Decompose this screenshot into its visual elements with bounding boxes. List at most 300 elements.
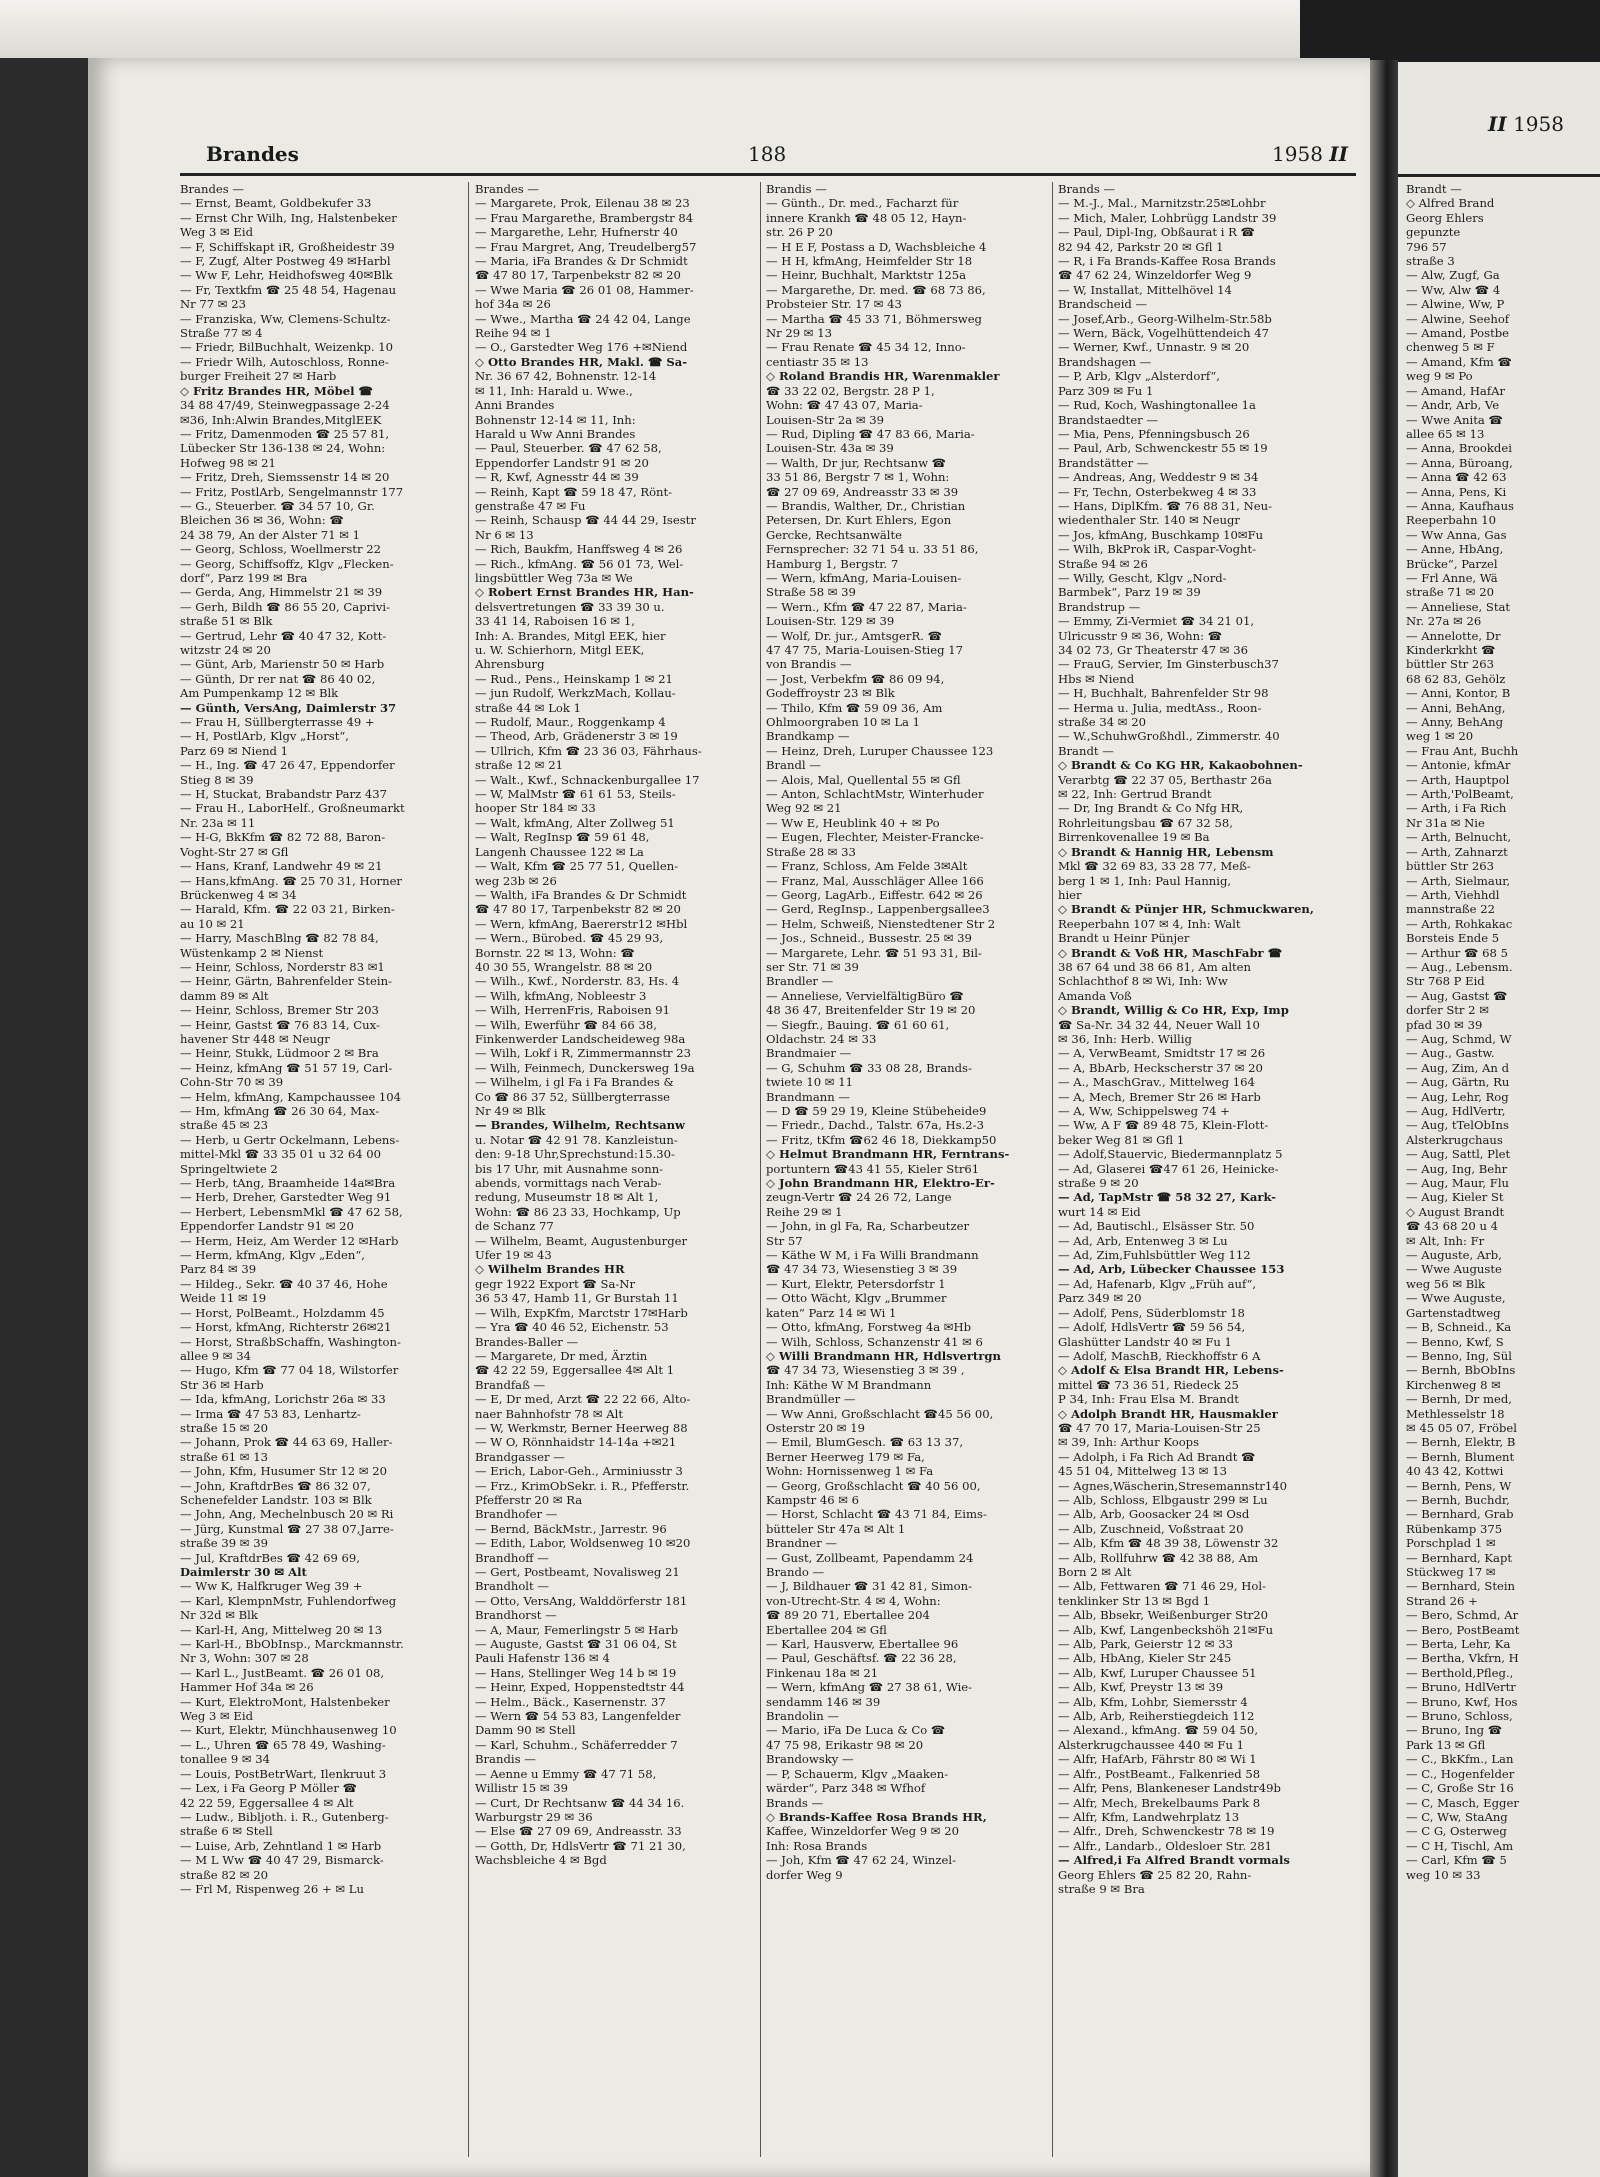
right-col-entry-line: Brücke“, Parzel xyxy=(1406,556,1498,571)
col2-entry-line: Bohnenstr 12-14 ✉ 11, Inh: xyxy=(475,412,636,427)
col3-entry-line: Louisen-Str 2a ✉ 39 xyxy=(766,412,885,427)
col3-entry-line: von Brandis — xyxy=(766,657,852,672)
right-col-entry-line: — Anne, HbAng, xyxy=(1406,542,1504,557)
col4-entry-line: — Adolf, Pens, Süderblomstr 18 xyxy=(1058,1305,1245,1320)
col1-entry-line: — Herm, Heiz, Am Werder 12 ✉Harb xyxy=(180,1233,399,1248)
col1-entry-line: ✉36, Inh:Alwin Brandes,MitglEEK xyxy=(180,412,382,427)
right-col-entry-line: — Aug., Gastw. xyxy=(1406,1046,1495,1061)
col1-entry-line: straße 82 ✉ 20 xyxy=(180,1867,268,1882)
col1-entry-line: straße 51 ✉ Blk xyxy=(180,614,273,629)
col4-entry-line: Brandt u Heinr Pünjer xyxy=(1058,931,1190,946)
col4-entry-line: wurt 14 ✉ Eid xyxy=(1058,1204,1141,1219)
right-col-entry-line: — Wwe Auguste xyxy=(1406,1262,1502,1277)
col2-entry-line: Bornstr. 22 ✉ 13, Wohn: ☎ xyxy=(475,945,635,960)
col4-entry-line: — A, Mech, Bremer Str 26 ✉ Harb xyxy=(1058,1089,1261,1104)
right-col-entry-line: Kinderkrkht ☎ xyxy=(1406,643,1496,657)
col4-entry-line: Birrenkovenallee 19 ✉ Ba xyxy=(1058,830,1210,845)
col4-entry-line: mittel ☎ 73 36 51, Riedeck 25 xyxy=(1058,1377,1239,1392)
right-col-entry-line: weg 10 ✉ 33 xyxy=(1406,1867,1481,1882)
col1-entry-line: — Horst, kfmAng, Richterstr 26✉21 xyxy=(180,1320,392,1335)
right-col-entry-line: — Arth, Belnucht, xyxy=(1406,830,1512,845)
col1-entry-line: — Ernst Chr Wilh, Ing, Halstenbeker xyxy=(180,210,397,225)
col2-entry-line: ◇ Otto Brandes HR, Makl. ☎ Sa- xyxy=(475,354,688,369)
col2-entry-line: Nr 6 ✉ 13 xyxy=(475,527,534,542)
col2-entry-line: naer Bahnhofstr 78 ✉ Alt xyxy=(475,1406,623,1421)
col4-entry-line: — Ad, Arb, Lübecker Chaussee 153 xyxy=(1058,1262,1285,1277)
col3-entry-line: — Karl, Hausverw, Ebertallee 96 xyxy=(766,1637,959,1652)
col4-entry-line: ◇ Brandt & Pünjer HR, Schmuckwaren, xyxy=(1058,902,1314,917)
right-col-entry-line: — Arth, Rohkakac xyxy=(1406,916,1513,931)
col1-entry-line: — Helm, kfmAng, Kampchaussee 104 xyxy=(180,1089,402,1104)
right-col-entry-line: allee 65 ✉ 13 xyxy=(1406,426,1485,441)
col4-entry-line: — Alfred,i Fa Alfred Brandt vormals xyxy=(1058,1853,1290,1868)
col3-entry-line: — Emil, BlumGesch. ☎ 63 13 37, xyxy=(766,1435,964,1450)
col4-entry-line: — W.,SchuhwGroßhdl., Zimmerstr. 40 xyxy=(1058,729,1280,744)
col4-entry-line: — Ad, Bautischl., Elsässer Str. 50 xyxy=(1058,1219,1255,1234)
col4-entry-line: Straße 94 ✉ 26 xyxy=(1058,556,1148,571)
col2-entry-line: — Gert, Postbeamt, Novalisweg 21 xyxy=(475,1565,680,1579)
directory-column-1 xyxy=(180,182,460,2172)
col1-entry-line: ◇ Fritz Brandes HR, Möbel ☎ xyxy=(180,383,373,398)
col2-entry-line: — W, Werkmstr, Berner Heerweg 88 xyxy=(475,1420,688,1435)
col1-entry-line: Wüstenkamp 2 ✉ Nienst xyxy=(180,945,324,960)
col3-entry-line: str. 26 P 20 xyxy=(766,225,833,240)
col1-entry-line: Am Pumpenkamp 12 ✉ Blk xyxy=(180,686,339,701)
col2-entry-line: — Hans, Stellinger Weg 14 b ✉ 19 xyxy=(475,1665,677,1680)
col3-entry-line: — Margarethe, Dr. med. ☎ 68 73 86, xyxy=(766,282,986,297)
col3-entry-line: — Heinz, Dreh, Luruper Chaussee 123 xyxy=(766,743,994,758)
col1-entry-line: straße 39 ✉ 39 xyxy=(180,1536,268,1551)
col1-entry-line: — M L Ww ☎ 40 47 29, Bismarck- xyxy=(180,1853,384,1868)
col4-entry-line: Brands — xyxy=(1058,182,1116,196)
col2-entry-line: — Theod, Arb, Grädenerstr 3 ✉ 19 xyxy=(475,729,678,744)
right-col-entry-line: — Amand, Postbe xyxy=(1406,326,1510,341)
right-col-entry-line: — Aug, Gastst ☎ xyxy=(1406,988,1508,1003)
col2-entry-line: — Wilh, Feinmech, Dunckersweg 19a xyxy=(475,1060,695,1075)
col4-entry-line: — Ad, Glaserei ☎47 61 26, Heinicke- xyxy=(1058,1161,1279,1176)
col4-entry-line: — Emmy, Zi-Vermiet ☎ 34 21 01, xyxy=(1058,614,1255,629)
col3-entry-line: — Wern., Kfm ☎ 47 22 87, Maria- xyxy=(766,599,967,614)
col1-entry-line: — H-G, BkKfm ☎ 82 72 88, Baron- xyxy=(180,830,386,845)
col2-entry-line: — E, Dr med, Arzt ☎ 22 22 66, Alto- xyxy=(475,1392,691,1407)
col4-entry-line: — Alb, Fettwaren ☎ 71 46 29, Hol- xyxy=(1058,1579,1266,1594)
col3-entry-line: — Georg, Großschlacht ☎ 40 56 00, xyxy=(766,1478,981,1493)
col1-entry-line: Parz 84 ✉ 39 xyxy=(180,1262,257,1277)
col4-entry-line: ◇ Brandt & Voß HR, MaschFabr ☎ xyxy=(1058,945,1283,960)
col1-entry-line: — John, Kfm, Husumer Str 12 ✉ 20 xyxy=(180,1464,388,1479)
col1-entry-line: Nr 3, Wohn: 307 ✉ 28 xyxy=(180,1651,309,1666)
col3-entry-line: — Ww Anni, Großschlacht ☎45 56 00, xyxy=(766,1406,994,1421)
col1-entry-line: — Luise, Arb, Zehntland 1 ✉ Harb xyxy=(180,1838,382,1853)
col3-entry-line: — Otto, kfmAng, Forstweg 4a ✉Hb xyxy=(766,1320,972,1335)
right-col-entry-line: Str 768 P Eid xyxy=(1406,974,1485,989)
col4-entry-line: — Fr, Techn, Osterbekweg 4 ✉ 33 xyxy=(1058,484,1257,499)
col2-entry-line: — Margarete, Dr med, Ärztin xyxy=(475,1348,648,1363)
right-col-entry-line: — Arthur ☎ 68 5 xyxy=(1406,945,1508,960)
col3-entry-line: Hamburg 1, Bergstr. 7 xyxy=(766,556,899,571)
header-rule xyxy=(180,173,1356,176)
col3-entry-line: — Ww E, Heublink 40 + ✉ Po xyxy=(766,815,940,830)
col3-entry-line: Gercke, Rechtsanwälte xyxy=(766,527,903,542)
right-col-entry-line: — Bruno, Kwf, Hos xyxy=(1406,1694,1518,1709)
col2-entry-line: ☎ 42 22 59, Eggersallee 4✉ Alt 1 xyxy=(475,1363,675,1378)
col2-entry-line: weg 23b ✉ 26 xyxy=(475,873,557,888)
right-col-entry-line: Alsterkrugchaus xyxy=(1406,1132,1503,1147)
col4-entry-line: — Ww, A F ☎ 89 48 75, Klein-Flott- xyxy=(1058,1118,1269,1133)
right-col-entry-line: — Anni, Kontor, B xyxy=(1406,686,1511,701)
right-col-entry-line: — Alw, Zugf, Ga xyxy=(1406,268,1500,283)
col4-entry-line: — Alfr, HafArb, Fährstr 80 ✉ Wi 1 xyxy=(1058,1752,1257,1767)
col4-entry-line: — A, Ww, Schippelsweg 74 + xyxy=(1058,1104,1230,1118)
col4-entry-line: — Paul, Arb, Schwenckestr 55 ✉ 19 xyxy=(1058,441,1268,456)
col1-entry-line: — H, Stuckat, Brabandstr Parz 437 xyxy=(180,787,387,802)
col1-entry-line: — Herb, u Gertr Ockelmann, Lebens- xyxy=(180,1132,400,1147)
col3-entry-line: Str 57 xyxy=(766,1233,803,1248)
col2-entry-line: Reihe 94 ✉ 1 xyxy=(475,326,552,341)
col1-entry-line: — Lex, i Fa Georg P Möller ☎ xyxy=(180,1781,358,1796)
right-col-entry-line: — Aug, Sattl, Plet xyxy=(1406,1147,1511,1162)
col2-entry-line: — jun Rudolf, WerkzMach, Kollau- xyxy=(475,686,676,701)
col3-entry-line: — Käthe W M, i Fa Willi Brandmann xyxy=(766,1248,979,1263)
col1-entry-line: Daimlerstr 30 ✉ Alt xyxy=(180,1565,307,1579)
col2-entry-line: — Wilh, ExpKfm, Marctstr 17✉Harb xyxy=(475,1305,688,1320)
col1-entry-line: — Herm, kfmAng, Klgv „Eden“, xyxy=(180,1248,365,1263)
col2-entry-line: — Walt, Kfm ☎ 25 77 51, Quellen- xyxy=(475,859,679,874)
col3-entry-line: ◇ Willi Brandmann HR, Hdlsvertrgn xyxy=(766,1348,1001,1363)
col4-entry-line: ◇ Brandt & Hannig HR, Lebensm xyxy=(1058,844,1274,859)
col3-entry-line: — Walth, Dr jur, Rechtsanw ☎ xyxy=(766,455,947,470)
column-divider-1 xyxy=(468,182,469,2157)
col4-entry-line: beker Weg 81 ✉ Gfl 1 xyxy=(1058,1132,1185,1147)
col2-entry-line: Brandhofer — xyxy=(475,1507,558,1522)
col3-entry-line: — Georg, LagArb., Eiffestr. 642 ✉ 26 xyxy=(766,887,983,902)
col1-entry-line: — Hugo, Kfm ☎ 77 04 18, Wilstorfer xyxy=(180,1363,399,1378)
right-col-entry-line: weg 1 ✉ 20 xyxy=(1406,729,1474,744)
col1-entry-line: — Hans, Kranf, Landwehr 49 ✉ 21 xyxy=(180,859,383,874)
right-col-entry-line: — Aug, Ing, Behr xyxy=(1406,1161,1508,1176)
col1-entry-line: — Gertrud, Lehr ☎ 40 47 32, Kott- xyxy=(180,628,387,643)
right-col-entry-line: — C., BkKfm., Lan xyxy=(1406,1752,1514,1767)
col3-entry-line: Brandner — xyxy=(766,1536,838,1551)
col2-entry-line: 36 53 47, Hamb 11, Gr Burstah 11 xyxy=(475,1291,679,1306)
right-col-entry-line: straße 3 xyxy=(1406,254,1455,269)
col2-entry-line: — Walt., Kwf., Schnackenburgallee 17 xyxy=(475,772,700,787)
right-col-entry-line: büttler Str 263 xyxy=(1406,657,1494,672)
right-col-entry-line: ✉ Alt, Inh: Fr xyxy=(1406,1233,1485,1248)
col2-entry-line: Warburgstr 29 ✉ 36 xyxy=(475,1809,593,1824)
col3-entry-line: — J, Bildhauer ☎ 31 42 81, Simon- xyxy=(766,1579,973,1594)
col3-entry-line: bütteler Str 47a ✉ Alt 1 xyxy=(766,1521,906,1536)
col4-entry-line: — Alfr., Landarb., Oldesloer Str. 281 xyxy=(1058,1838,1272,1853)
col1-entry-line: witzstr 24 ✉ 20 xyxy=(180,643,271,657)
col1-entry-line: 42 22 59, Eggersallee 4 ✉ Alt xyxy=(180,1795,354,1810)
right-col-entry-line: Stückweg 17 ✉ xyxy=(1406,1565,1496,1579)
col3-entry-line: Godeffroystr 23 ✉ Blk xyxy=(766,686,895,701)
col1-entry-line: — Heinr, Stukk, Lüdmoor 2 ✉ Bra xyxy=(180,1046,379,1061)
right-col-entry-line: — Bernh, Dr med, xyxy=(1406,1392,1512,1407)
col3-entry-line: — Mario, iFa De Luca & Co ☎ xyxy=(766,1723,946,1738)
right-col-entry-line: — Aug, Schmd, W xyxy=(1406,1031,1512,1046)
col3-entry-line: twiete 10 ✉ 11 xyxy=(766,1075,853,1090)
col1-entry-line: — Fr, Textkfm ☎ 25 48 54, Hagenau xyxy=(180,282,397,297)
col2-entry-line: Brandfaß — xyxy=(475,1377,546,1392)
col4-entry-line: — Adolph, i Fa Rich Ad Brandt ☎ xyxy=(1058,1449,1256,1464)
col3-entry-line: Louisen-Str. 43a ✉ 39 xyxy=(766,441,894,456)
col1-entry-line: — Horst, PolBeamt., Holzdamm 45 xyxy=(180,1305,385,1320)
col2-entry-line: — Wern, kfmAng, Baererstr12 ✉Hbl xyxy=(475,916,688,931)
right-col-entry-line: 796 57 xyxy=(1406,239,1447,254)
col4-entry-line: — Wilh, BkProk iR, Caspar-Voght- xyxy=(1058,542,1257,557)
col1-entry-line: — Karl-H., BbObInsp., Marckmannstr. xyxy=(180,1637,404,1652)
col2-entry-line: u. Notar ☎ 42 91 78. Kanzleistun- xyxy=(475,1132,678,1147)
col4-entry-line: — Alb, Park, Geierstr 12 ✉ 33 xyxy=(1058,1637,1233,1652)
col1-entry-line: Voght-Str 27 ✉ Gfl xyxy=(180,844,289,859)
right-col-entry-line: — Arth, Sielmaur, xyxy=(1406,873,1511,888)
col1-entry-line: Nr. 23a ✉ 11 xyxy=(180,815,256,830)
col3-entry-line: Ohlmoorgraben 10 ✉ La 1 xyxy=(766,715,920,730)
col2-entry-line: — Else ☎ 27 09 69, Andreasstr. 33 xyxy=(475,1824,682,1839)
right-col-entry-line: 68 62 83, Gehölz xyxy=(1406,671,1506,686)
col4-entry-line: — Alb, Arb, Reiherstiegdeich 112 xyxy=(1058,1709,1255,1724)
col2-entry-line: — Frz., KrimObSekr. i. R., Pfefferstr. xyxy=(475,1478,690,1493)
right-col-entry-line: — Aug, Maur, Flu xyxy=(1406,1176,1510,1191)
right-col-entry-line: — Aug, HdlVertr, xyxy=(1406,1104,1506,1118)
right-col-entry-line: — Frl Anne, Wä xyxy=(1406,570,1498,585)
col3-entry-line: Straße 28 ✉ 33 xyxy=(766,844,856,859)
right-col-entry-line: — C G, Osterweg xyxy=(1406,1824,1507,1839)
col2-entry-line: hooper Str 184 ✉ 33 xyxy=(475,801,596,816)
col3-entry-line: Reihe 29 ✉ 1 xyxy=(766,1204,843,1219)
col2-entry-line: — Bernd, BäckMstr., Jarrestr. 96 xyxy=(475,1521,667,1536)
directory-column-2 xyxy=(475,182,755,2172)
col4-entry-line: — A, VerwBeamt, Smidtstr 17 ✉ 26 xyxy=(1058,1046,1266,1061)
col2-entry-line: — Erich, Labor-Geh., Arminiusstr 3 xyxy=(475,1464,683,1479)
col2-entry-line: — Brandes, Wilhelm, Rechtsanw xyxy=(475,1118,686,1133)
col3-entry-line: — Eugen, Flechter, Meister-Francke- xyxy=(766,830,984,845)
col2-entry-line: — Walth, iFa Brandes & Dr Schmidt xyxy=(475,887,687,902)
col1-entry-line: — Günth, VersAng, Daimlerstr 37 xyxy=(180,700,397,715)
col3-entry-line: Oldachstr. 24 ✉ 33 xyxy=(766,1031,877,1046)
col1-entry-line: Straße 77 ✉ 4 xyxy=(180,326,263,341)
col3-entry-line: Wohn: Hornissenweg 1 ✉ Fa xyxy=(766,1464,934,1479)
col1-entry-line: — Frl M, Rispenweg 26 + ✉ Lu xyxy=(180,1881,364,1896)
right-col-entry-line: — Frau Ant, Buchh xyxy=(1406,743,1519,758)
col4-entry-line: berg 1 ✉ 1, Inh: Paul Hannig, xyxy=(1058,873,1232,888)
col4-entry-line: — Alb, Arb, Goosacker 24 ✉ Osd xyxy=(1058,1507,1250,1522)
col4-entry-line: — Hans, DiplKfm. ☎ 76 88 31, Neu- xyxy=(1058,498,1273,513)
col1-entry-line: Weide 11 ✉ 19 xyxy=(180,1291,267,1306)
col3-entry-line: — Günth., Dr. med., Facharzt für xyxy=(766,196,959,211)
col2-entry-line: Brandhorst — xyxy=(475,1608,557,1623)
col1-entry-line: — Ludw., Bibljoth. i. R., Gutenberg- xyxy=(180,1809,389,1824)
col4-entry-line: — Ad, Arb, Entenweg 3 ✉ Lu xyxy=(1058,1233,1228,1248)
col2-entry-line: — Reinh, Schausp ☎ 44 44 29, Isestr xyxy=(475,513,696,528)
col4-entry-line: — Jos, kfmAng, Buschkamp 10✉Fu xyxy=(1058,527,1264,542)
col2-entry-line: bis 17 Uhr, mit Ausnahme sonn- xyxy=(475,1161,664,1176)
col3-entry-line: Brandis — xyxy=(766,182,827,196)
right-col-entry-line: — Berthold,Pfleg., xyxy=(1406,1665,1514,1680)
right-col-entry-line: — Arth, Hauptpol xyxy=(1406,772,1510,787)
col2-entry-line: ☎ 47 80 17, Tarpenbekstr 82 ✉ 20 xyxy=(475,268,681,283)
col1-entry-line: — Ww K, Halfkruger Weg 39 + xyxy=(180,1579,363,1594)
right-col-entry-line: — Bernhard, Kapt xyxy=(1406,1550,1513,1565)
col4-entry-line: 45 51 04, Mittelweg 13 ✉ 13 xyxy=(1058,1464,1227,1479)
right-col-entry-line: — Andr, Arb, Ve xyxy=(1406,398,1500,413)
right-col-entry-line: pfad 30 ✉ 39 xyxy=(1406,1017,1483,1032)
col1-entry-line: — Heinr, Gärtn, Bahrenfelder Stein- xyxy=(180,974,392,989)
col2-entry-line: — Wwe., Martha ☎ 24 42 04, Lange xyxy=(475,311,691,326)
col4-entry-line: wiedenthaler Str. 140 ✉ Neugr xyxy=(1058,513,1240,528)
col1-entry-line: — Karl, KlempnMstr, Fuhlendorfweg xyxy=(180,1593,397,1608)
col2-entry-line: — W O, Rönnhaidstr 14-14a +✉21 xyxy=(475,1435,677,1450)
col3-entry-line: — Thilo, Kfm ☎ 59 09 36, Am xyxy=(766,700,943,715)
right-col-entry-line: ◇ Alfred Brand xyxy=(1406,196,1495,211)
col2-entry-line: — Rudolf, Maur., Roggenkamp 4 xyxy=(475,715,666,730)
col4-entry-line: — Alb, HbAng, Kieler Str 245 xyxy=(1058,1651,1232,1666)
col2-entry-line: gegr 1922 Export ☎ Sa-Nr xyxy=(475,1276,635,1291)
col4-entry-line: — Alfr, Mech, Brekelbaums Park 8 xyxy=(1058,1795,1261,1810)
right-col-entry-line: — Anna ☎ 42 63 xyxy=(1406,470,1507,485)
col2-entry-line: Pfefferstr 20 ✉ Ra xyxy=(475,1492,583,1507)
col1-entry-line: — Louis, PostBetrWart, Ilenkruut 3 xyxy=(180,1766,387,1781)
right-col-entry-line: straße 71 ✉ 20 xyxy=(1406,585,1494,600)
col4-entry-line: — Willy, Gescht, Klgv „Nord- xyxy=(1058,570,1227,585)
col4-entry-line: — Ad, Hafenarb, Klgv „Früh auf“, xyxy=(1058,1276,1257,1291)
right-col-entry-line: — Bernhard, Grab xyxy=(1406,1507,1514,1522)
col3-entry-line: — Fritz, tKfm ☎62 46 18, Diekkamp50 xyxy=(766,1132,997,1147)
col4-entry-line: Rohrleitungsbau ☎ 67 32 58, xyxy=(1058,815,1233,830)
right-col-entry-line: Kirchenweg 8 ✉ xyxy=(1406,1377,1501,1392)
col2-entry-line: — Wilh, Lokf i R, Zimmermannstr 23 xyxy=(475,1046,692,1061)
col1-entry-line: — Gerda, Ang, Himmelstr 21 ✉ 39 xyxy=(180,585,383,600)
col4-entry-line: ◇ Brandt, Willig & Co HR, Exp, Imp xyxy=(1058,1003,1289,1018)
page-number: 188 xyxy=(748,142,787,166)
col3-entry-line: katen“ Parz 14 ✉ Wi 1 xyxy=(766,1305,897,1320)
col1-entry-line: 24 38 79, An der Alster 71 ✉ 1 xyxy=(180,527,361,542)
col1-entry-line: — Heinz, kfmAng ☎ 51 57 19, Carl- xyxy=(180,1060,393,1075)
col3-entry-line: — Kurt, Elektr, Petersdorfstr 1 xyxy=(766,1276,946,1291)
right-col-entry-line: Porschplad 1 ✉ xyxy=(1406,1536,1496,1551)
col1-entry-line: — Heinr, Gastst ☎ 76 83 14, Cux- xyxy=(180,1017,380,1032)
col1-entry-line: — Jul, KraftdrBes ☎ 42 69 69, xyxy=(180,1550,360,1565)
col1-entry-line: — Johann, Prok ☎ 44 63 69, Haller- xyxy=(180,1435,393,1450)
col4-entry-line: 38 67 64 und 38 66 81, Am alten xyxy=(1058,959,1252,974)
col4-entry-line: — FrauG, Servier, Im Ginsterbusch37 xyxy=(1058,657,1279,672)
col1-entry-line: Bleichen 36 ✉ 36, Wohn: ☎ xyxy=(180,513,344,528)
col4-entry-line: straße 9 ✉ 20 xyxy=(1058,1176,1139,1191)
right-col-entry-line: — Antonie, kfmAr xyxy=(1406,758,1511,773)
column-divider-3 xyxy=(1052,182,1053,2157)
right-col-entry-line: Nr 31a ✉ Nie xyxy=(1406,815,1485,830)
col4-entry-line: — Werner, Kwf., Unnastr. 9 ✉ 20 xyxy=(1058,340,1250,355)
right-col-entry-line: Borsteis Ende 5 xyxy=(1406,931,1500,946)
right-col-entry-line: — Bernh, Pens, W xyxy=(1406,1478,1512,1493)
right-col-entry-line: — Anna, Kaufhaus xyxy=(1406,498,1514,513)
col1-entry-line: — Friedr Wilh, Autoschloss, Ronne- xyxy=(180,354,389,369)
col3-entry-line: — Wolf, Dr. jur., AmtsgerR. ☎ xyxy=(766,628,943,643)
col1-entry-line: — Frau H, Süllbergterrasse 49 + xyxy=(180,715,375,730)
page-year xyxy=(1272,142,1348,166)
right-col-entry-line: — Bruno, Schloss, xyxy=(1406,1709,1513,1724)
column-divider-2 xyxy=(760,182,761,2157)
right-col-entry-line: — B, Schneid., Ka xyxy=(1406,1320,1512,1335)
col1-entry-line: Str 36 ✉ Harb xyxy=(180,1377,264,1392)
right-col-entry-line: — C, Große Str 16 xyxy=(1406,1781,1514,1796)
col4-entry-line: — Alfr, Pens, Blankeneser Landstr49b xyxy=(1058,1781,1281,1796)
col1-entry-line: dorf“, Parz 199 ✉ Bra xyxy=(180,570,308,585)
col2-entry-line: Finkenwerder Landscheideweg 98a xyxy=(475,1031,686,1046)
col4-entry-line: — Josef,Arb., Georg-Wilhelm-Str.58b xyxy=(1058,311,1272,326)
col4-entry-line: ◇ Brandt & Co KG HR, Kakaobohnen- xyxy=(1058,758,1303,773)
col3-entry-line: centiastr 35 ✉ 13 xyxy=(766,354,869,369)
col2-entry-line: Nr 49 ✉ Blk xyxy=(475,1104,546,1118)
col1-entry-line: — Friedr, BilBuchhalt, Weizenkp. 10 xyxy=(180,340,394,355)
right-col-entry-line: — Wwe Anita ☎ xyxy=(1406,412,1503,427)
col2-entry-line: ☎ 47 80 17, Tarpenbekstr 82 ✉ 20 xyxy=(475,902,681,917)
col1-entry-line: 34 88 47/49, Steinwegpassage 2-24 xyxy=(180,398,390,413)
col3-entry-line: — Horst, Schlacht ☎ 43 71 84, Eims- xyxy=(766,1507,987,1522)
col4-entry-line: — Alfr, Kfm, Landwehrplatz 13 xyxy=(1058,1809,1240,1824)
col2-entry-line: Eppendorfer Landstr 91 ✉ 20 xyxy=(475,455,649,470)
col2-entry-line: delsvertretungen ☎ 33 39 30 u. xyxy=(475,599,665,614)
col2-entry-line: — Frau Margarethe, Brambergstr 84 xyxy=(475,210,694,225)
col4-entry-line: — W, Installat, Mittelhövel 14 xyxy=(1058,282,1232,297)
right-col-entry-line: — Amand, Kfm ☎ xyxy=(1406,354,1512,369)
right-col-entry-line: — Ww Anna, Gas xyxy=(1406,527,1507,542)
right-col-entry-line: — Aug., Lebensm. xyxy=(1406,959,1513,974)
col2-entry-line: — Maria, iFa Brandes & Dr Schmidt xyxy=(475,254,688,269)
col3-entry-line: Brandmann — xyxy=(766,1089,850,1104)
col1-entry-line: — F, Schiffskapt iR, Großheidestr 39 xyxy=(180,239,395,254)
col4-entry-line: — Paul, Dipl-Ing, Obßaurat i R ☎ xyxy=(1058,225,1256,240)
col4-entry-line: Amanda Voß xyxy=(1058,988,1132,1003)
col3-entry-line: — Gust, Zollbeamt, Papendamm 24 xyxy=(766,1550,974,1565)
right-col-entry-line: — Carl, Kfm ☎ 5 xyxy=(1406,1853,1507,1868)
col3-entry-line: Berner Heerweg 179 ✉ Fa, xyxy=(766,1449,925,1464)
col2-entry-line: ✉ 11, Inh: Harald u. Wwe., xyxy=(475,383,633,398)
right-col-entry-line: — Alwine, Ww, P xyxy=(1406,297,1505,312)
right-col-entry-line: mannstraße 22 xyxy=(1406,902,1495,917)
col1-entry-line: Nr 32d ✉ Blk xyxy=(180,1608,258,1623)
right-col-entry-line: — Bernh, Blument xyxy=(1406,1449,1515,1464)
col1-entry-line: — Kurt, ElektroMont, Halstenbeker xyxy=(180,1694,390,1709)
col1-entry-line: — Jürg, Kunstmal ☎ 27 38 07,Jarre- xyxy=(180,1521,394,1536)
col4-entry-line: — Alb, Kfm ☎ 48 39 38, Löwenstr 32 xyxy=(1058,1536,1279,1551)
col3-entry-line: — Martha ☎ 45 33 71, Böhmersweg xyxy=(766,311,982,326)
right-col-entry-line: — Aug, Lehr, Rog xyxy=(1406,1089,1509,1104)
col3-entry-line: ◇ John Brandmann HR, Elektro-Er- xyxy=(766,1176,995,1191)
col2-entry-line: — Otto, VersAng, Walddörferstr 181 xyxy=(475,1593,688,1608)
right-col-entry-line: ☎ 43 68 20 u 4 xyxy=(1406,1219,1498,1234)
col4-entry-line: Parz 349 ✉ 20 xyxy=(1058,1291,1142,1306)
col1-entry-line: — Herb, Dreher, Garstedter Weg 91 xyxy=(180,1190,392,1205)
year-value: 1958 xyxy=(1272,142,1323,166)
right-col-entry-line: Georg Ehlers xyxy=(1406,210,1484,225)
col3-entry-line: ☎ 47 34 73, Wiesenstieg 3 ✉ 39 xyxy=(766,1262,958,1277)
col4-entry-line: — Adolf,Stauervic, Biedermannplatz 5 xyxy=(1058,1147,1283,1162)
col4-entry-line: — Herma u. Julia, medtAss., Roon- xyxy=(1058,700,1262,715)
col3-entry-line: 48 36 47, Breitenfelder Str 19 ✉ 20 xyxy=(766,1003,976,1018)
col4-entry-line: — Alexand., kfmAng. ☎ 59 04 50, xyxy=(1058,1723,1258,1738)
right-col-entry-line: — Aug, tTelObIns xyxy=(1406,1118,1509,1133)
col4-entry-line: 34 02 73, Gr Theaterstr 47 ✉ 36 xyxy=(1058,643,1248,657)
col2-entry-line: — Paul, Steuerber. ☎ 47 62 58, xyxy=(475,441,662,456)
right-col-entry-line: — Bero, Schmd, Ar xyxy=(1406,1608,1519,1623)
col1-entry-line: — Ida, kfmAng, Lorichstr 26a ✉ 33 xyxy=(180,1392,386,1407)
col1-entry-line: — Kurt, Elektr, Münchhausenweg 10 xyxy=(180,1723,397,1738)
right-col-entry-line: — C., Hogenfelder xyxy=(1406,1766,1515,1781)
col3-entry-line: portuntern ☎43 41 55, Kieler Str61 xyxy=(766,1161,980,1176)
